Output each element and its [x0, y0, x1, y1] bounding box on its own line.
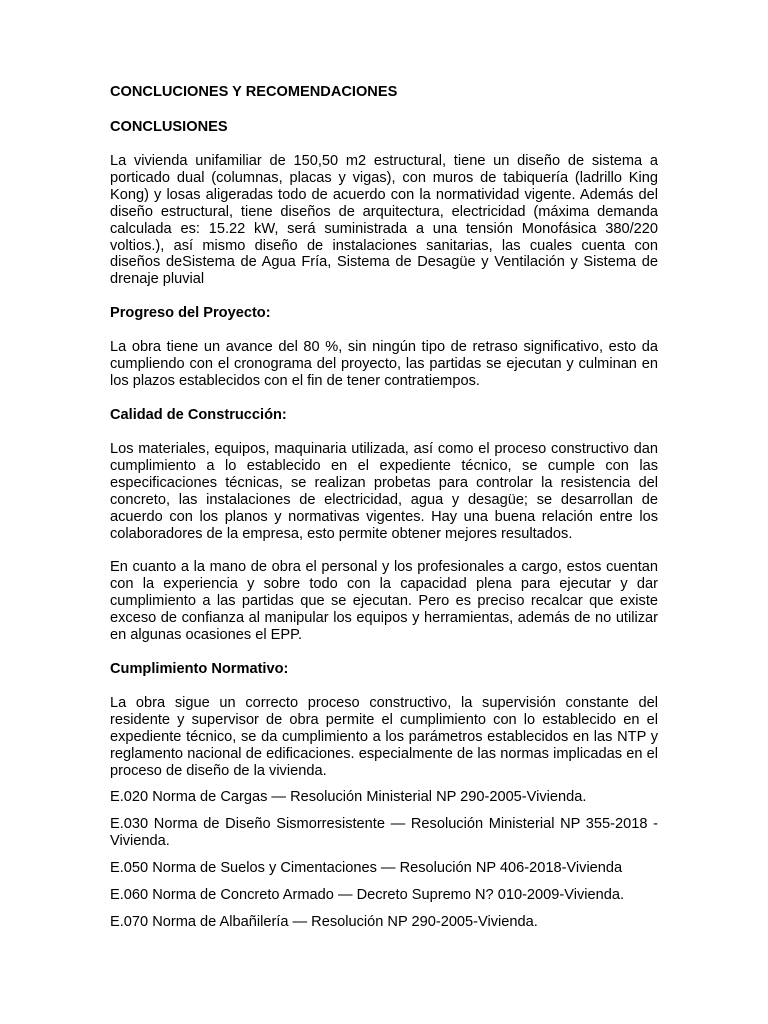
norm-e060: E.060 Norma de Concreto Armado — Decreto Supremo N? 010-2009-Vivienda.	[110, 887, 625, 904]
section-heading-calidad: Calidad de Construcción:	[110, 406, 287, 423]
section-heading-conclusiones: CONCLUSIONES	[110, 119, 228, 135]
norm-e030: E.030 Norma de Diseño Sismorresistente — Resolución Ministerial NP 355-2018 - Vivienda.	[110, 816, 658, 850]
paragraph-calidad-mano-de-obra: En cuanto a la mano de obra el personal y los profesionales a cargo, estos cuentan con la experiencia y sobre todo con la capacidad plena para ejecutar y dar cumplimiento a las partidas que se ejecutan. Pero es preciso recalcar que existe exceso de confianza al manipular los equipos y herramientas, además de no utilizar en algunas ocasiones el EPP.	[110, 559, 658, 644]
paragraph-calidad-materiales: Los materiales, equipos, maquinaria utilizada, así como el proceso constructivo dan cumplimiento a lo establecido en el expediente técnico, se cumple con las especificaciones técnicas, se realizan probetas para controlar la resistencia del concreto, las instalaciones de electricidad, agua y desagüe; se desarrollan de acuerdo con los planos y normativas vigentes. Hay una buena relación entre los colaboradores de la empresa, esto permite obtener mejores resultados.	[110, 440, 658, 542]
section-heading-cumplimiento: Cumplimiento Normativo:	[110, 660, 289, 677]
document-page	[110, 84, 658, 941]
paragraph-cumplimiento: La obra sigue un correcto proceso constructivo, la supervisión constante del residente y supervisor de obra permite el cumplimiento con lo establecido en el expediente técnico, se da cumplimiento a los parámetros establecidos en las NTP y reglamento nacional de edificaciones. especialmente de las normas implicadas en el proceso de diseño de la vivienda.	[110, 694, 658, 779]
norm-e020: E.020 Norma de Cargas — Resolución Ministerial NP 290-2005-Vivienda.	[110, 789, 587, 806]
section-heading-progreso: Progreso del Proyecto:	[110, 305, 271, 322]
document-title: CONCLUCIONES Y RECOMENDACIONES	[110, 84, 398, 100]
paragraph-conclusiones: La vivienda unifamiliar de 150,50 m2 estructural, tiene un diseño de sistema a porticado dual (columnas, placas y vigas), con muros de tabiquería (ladrillo King Kong) y losas aligeradas todo de acuerdo con la normatividad vigente. Además del diseño estructural, tiene diseños de arquitectura, electricidad (máxima demanda calculada es: 15.22 kW, será suministrada a una tensión Monofásica 380/220 voltios.), así mismo diseño de instalaciones sanitarias, las cuales cuenta con diseños deSistema de Agua Fría, Sistema de Desagüe y Ventilación y Sistema de drenaje pluvial	[110, 153, 658, 288]
paragraph-progreso: La obra tiene un avance del 80 %, sin ningún tipo de retraso significativo, esto da cumpliendo con el cronograma del proyecto, las partidas se ejecutan y culminan en los plazos establecidos con el fin de tener contratiempos.	[110, 339, 658, 390]
norm-e050: E.050 Norma de Suelos y Cimentaciones — Resolución NP 406-2018-Vivienda	[110, 860, 623, 877]
norm-e070: E.070 Norma de Albañilería — Resolución NP 290-2005-Vivienda.	[110, 914, 538, 930]
